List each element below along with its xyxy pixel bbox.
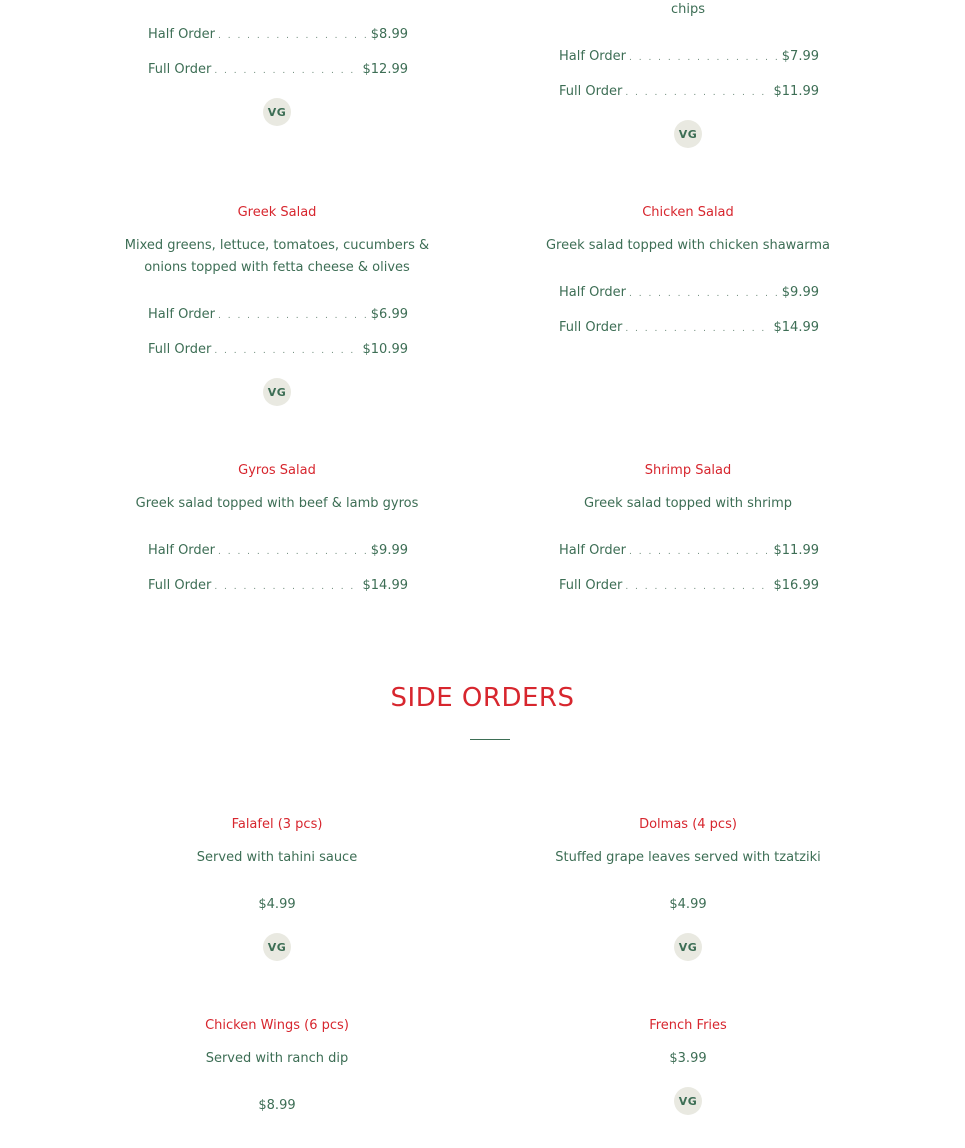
menu-item-price: $4.99 bbox=[669, 897, 707, 912]
price-row-full bbox=[148, 576, 408, 597]
section-divider bbox=[470, 739, 510, 740]
price-value: $14.99 bbox=[773, 320, 819, 335]
vegetarian-badge: VG bbox=[263, 933, 291, 961]
price-value: $9.99 bbox=[370, 543, 408, 558]
menu-item-description: Greek salad topped with chicken shawarma bbox=[545, 238, 831, 253]
menu-item-title: Gyros Salad bbox=[238, 463, 316, 478]
section-heading: SIDE ORDERS bbox=[390, 683, 575, 713]
menu-item-title: Chicken Wings (6 pcs) bbox=[205, 1018, 349, 1033]
price-label: Half Order bbox=[148, 543, 216, 558]
price-label: Full Order bbox=[148, 62, 212, 77]
description-line: Mixed greens, lettuce, tomatoes, cucumbers & bbox=[124, 238, 430, 253]
price-label: Full Order bbox=[559, 84, 623, 99]
menu-item-price: $4.99 bbox=[258, 897, 296, 912]
dot-leader bbox=[218, 26, 368, 46]
price-value: $11.99 bbox=[773, 84, 819, 99]
menu-item-description: chips bbox=[670, 2, 706, 17]
dot-leader bbox=[625, 319, 770, 339]
description-line: onions topped with fetta cheese & olives bbox=[144, 260, 410, 275]
price-label: Full Order bbox=[148, 342, 212, 357]
price-label: Half Order bbox=[148, 307, 216, 322]
price-value: $6.99 bbox=[370, 307, 408, 322]
price-row-full bbox=[559, 576, 819, 597]
vegetarian-badge: VG bbox=[263, 98, 291, 126]
price-row-full bbox=[559, 82, 819, 103]
dot-leader bbox=[214, 577, 359, 597]
vegetarian-badge: VG bbox=[674, 1087, 702, 1115]
price-value: $16.99 bbox=[773, 578, 819, 593]
price-value: $14.99 bbox=[362, 578, 408, 593]
menu-item-description: Greek salad topped with shrimp bbox=[583, 496, 793, 511]
dot-leader bbox=[218, 542, 368, 562]
menu-item-description: Stuffed grape leaves served with tzatziki bbox=[555, 850, 821, 865]
price-value: $7.99 bbox=[781, 49, 819, 64]
vegetarian-badge: VG bbox=[674, 933, 702, 961]
price-label: Half Order bbox=[559, 543, 627, 558]
menu-item-title: Shrimp Salad bbox=[644, 463, 732, 478]
menu-item-title: Chicken Salad bbox=[642, 205, 734, 220]
vegetarian-badge: VG bbox=[263, 378, 291, 406]
price-row-half bbox=[559, 47, 819, 68]
menu-item-title: Falafel (3 pcs) bbox=[231, 817, 323, 832]
price-row-half bbox=[559, 283, 819, 304]
menu-item-title: Dolmas (4 pcs) bbox=[639, 817, 737, 832]
dot-leader bbox=[629, 284, 779, 304]
dot-leader bbox=[625, 83, 770, 103]
price-label: Half Order bbox=[148, 27, 216, 42]
dot-leader bbox=[625, 577, 770, 597]
price-row-full bbox=[148, 340, 408, 361]
price-row-half bbox=[148, 305, 408, 326]
vegetarian-badge: VG bbox=[674, 120, 702, 148]
dot-leader bbox=[629, 542, 770, 562]
price-value: $9.99 bbox=[781, 285, 819, 300]
menu-item-description bbox=[97, 235, 457, 279]
dot-leader bbox=[218, 306, 368, 326]
price-value: $8.99 bbox=[370, 27, 408, 42]
dot-leader bbox=[214, 341, 359, 361]
menu-item-description: Served with ranch dip bbox=[205, 1051, 349, 1066]
price-label: Half Order bbox=[559, 285, 627, 300]
price-value: $11.99 bbox=[773, 543, 819, 558]
price-label: Full Order bbox=[559, 320, 623, 335]
menu-item-price: $3.99 bbox=[669, 1051, 707, 1066]
dot-leader bbox=[214, 61, 359, 81]
price-value: $10.99 bbox=[362, 342, 408, 357]
price-row-half bbox=[148, 25, 408, 46]
price-label: Full Order bbox=[148, 578, 212, 593]
price-row-half bbox=[148, 541, 408, 562]
menu-item-description: Served with tahini sauce bbox=[196, 850, 358, 865]
price-label: Full Order bbox=[559, 578, 623, 593]
price-label: Half Order bbox=[559, 49, 627, 64]
price-row-half bbox=[559, 541, 819, 562]
menu-item-title: French Fries bbox=[649, 1018, 727, 1033]
dot-leader bbox=[629, 48, 779, 68]
menu-item-price: $8.99 bbox=[258, 1098, 296, 1113]
price-row-full bbox=[148, 60, 408, 81]
price-value: $12.99 bbox=[362, 62, 408, 77]
menu-item-title: Greek Salad bbox=[237, 205, 317, 220]
menu-item-description: Greek salad topped with beef & lamb gyros bbox=[135, 496, 419, 511]
price-row-full bbox=[559, 318, 819, 339]
